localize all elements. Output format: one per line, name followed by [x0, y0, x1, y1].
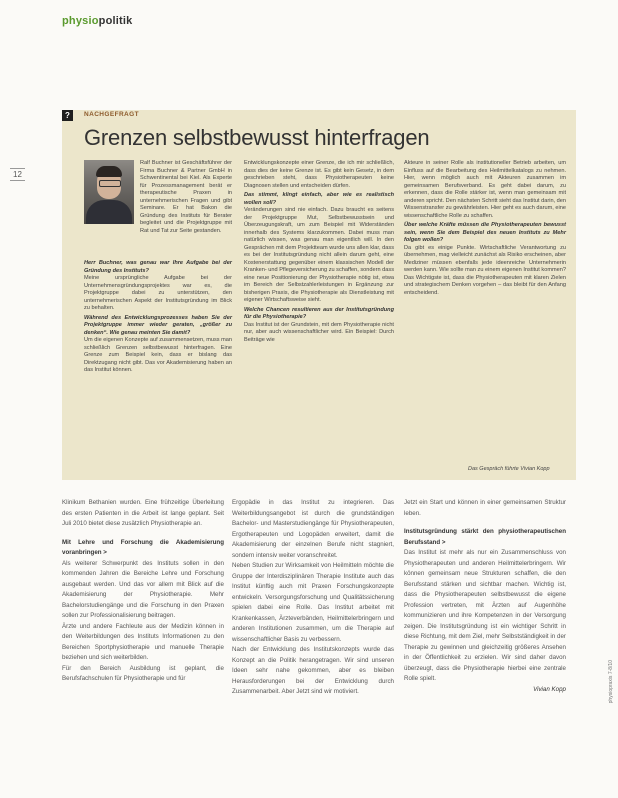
portrait-shoulders: [86, 200, 132, 224]
body-col1-p2: Als weiterer Schwerpunkt des Instituts sollen in den kommenden Jahren die Bereiche Lehre und Forschung ausgebaut werden. Und das vor allem mit Blick auf die Akademisierung der Physiotherapie. Mehr Bachelorstudiengänge und die Forschung in den Praxen sollen zur Professionalisierung beitragen.: [62, 559, 224, 619]
body-col1-p4: Für den Bereich Ausbildung ist geplant, die Berufsfachschulen für Physiotherapie und für: [62, 664, 224, 682]
body-col2-p3: Nach der Entwicklung des Institutskonzepts wurde das Konzept an die Politik herangetragen. Wir sind unseren Ideen sehr nahe gekommen, aber es bleiben Herausforderungen bei der Entwicklung durch Zusammenarbeit. Aber Jetzt sind wir motiviert.: [232, 646, 394, 695]
body-column-3: [404, 498, 566, 695]
box-headline: Grenzen selbstbewusst hinterfragen: [84, 125, 430, 150]
question-3: Das stimmt, klingt einfach, aber wie es realistisch wollen soll?: [244, 192, 394, 206]
body-column-2: [232, 498, 394, 698]
question-4: Welche Chancen resultieren aus der Institutsgründung für die Physiotherapie?: [244, 306, 394, 320]
body-col1-p1: Klinikum Bethanien wurden. Eine frühzeitige Überleitung des ersten Patienten in die Arbeit ist lange geplant. Seit Juli 2010 bietet diese zusätzlich Physiotherapie an.: [62, 499, 224, 527]
logo-suffix: politik: [98, 15, 133, 27]
answer-2-cont: Entwicklungskonzepte einer Grenze, die ich mir schließlich, dass dies der keine Grenze ist. Es gibt kein Gesetz, in dem geschrieben steht, dass Physiotherapeuten keine Diagnosen stellen und entscheiden dürfen.: [244, 160, 394, 189]
answer-4-cont: Akteure in seiner Rolle als institutioneller Betrieb arbeiten, um Einfluss auf die Bearbeitung des Heilmittelkatalogs zu nehmen. Hier, wenn möglich auch mit Akteuren zusammen im gemeinsamen Berufsverband. Es geht dabei darum, zu erkennen, dass die Rolle stärker ist, wenn man gemeinsam mit anderen spricht. Den nächsten Schritt sieht das Institut darin, den Wissenstransfer zu gewährleisten. Hier geht es auch darum, eine wissenschaftliche Rolle zu schaffen.: [404, 160, 567, 219]
body-col3-p1: Jetzt ein Start und können in einer gemeinsamen Struktur leben.: [404, 499, 566, 517]
body-subhead-2: Institutsgründung stärkt den physiotherapeutischen Berufsstand >: [404, 528, 566, 546]
question-2: Während des Entwicklungsprozesses haben Sie der Projektgruppe immer wieder geraten, „größer zu denken“. Wie genau meinten Sie damit?: [84, 314, 232, 336]
box-column-1: [84, 260, 232, 375]
section-logo: [62, 15, 132, 27]
side-running-text: physiopraxis 7-8/10: [608, 660, 614, 704]
answer-2: Um die eigenen Konzepte auf zusammensetzen, muss man schließlich Grenzen selbstbewusst hinterfragen. Eine Grenze zum Beispiel kein, dass er bislang das Direktzugang nicht gibt. Das vor Akademisierung haben an das Institut können.: [84, 337, 233, 373]
intro-text: Ralf Buchner ist Geschäftsführer der Firma Buchner & Partner GmbH in Schwentinental bei Kiel. Als Experte für Prozessmanagement berät er therapeutische Praxen in unternehmerischen Fragen und gibt Seminare. Er hat Bakon die Gründung des Instituts für Berater begleitet und die Projektgruppe mit Rat und Tat zur Seite gestanden.: [140, 160, 232, 234]
body-column-1: [62, 498, 224, 685]
box-column-3: [404, 160, 566, 297]
portrait-glasses: [99, 180, 121, 187]
interview-credit: Das Gespräch führte Vivian Kopp: [468, 466, 550, 472]
box-column-2: [244, 160, 394, 344]
question-5: Über welche Kräfte müssen die Physiotherapeuten bewusst sein, wenn Sie dem Beispiel des neuen Instituts zu Mehr folgen wollen?: [404, 222, 566, 243]
body-col1-p3: Ärzte und andere Fachleute aus der Medizin können in den Weiterbildungen des Instituts Informationen zu den Bereichen Sportphysiotherapie und manuelle Therapie beziehen und sich weiterbilden.: [62, 622, 224, 661]
answer-5: Da gibt es einige Punkte. Wirtschaftliche Verantwortung zu übernehmen, mag vielleicht zunächst als Risiko erscheinen, aber Mediziner müssen ebenfalls jede ideenreiche Unternehmerin werden kann. Wie sollte man zu einem eigenen Institut kommen? Das Wichtigste ist, dass die Physiotherapeuten mit klaren Zielen und strategischem Denken vorgehen – das bleibt für den Anfang entscheidend.: [404, 244, 566, 296]
answer-3: Veränderungen sind nie einfach. Dazu braucht es seitens der Projektgruppe Mut, Selbstbewusstsein und Überzeugungskraft, um zum Beispiel mit Widerständen innerhalb des Systems klarzukommen. Dabei muss man natürlich wissen, was genau man eigentlich will. In den Gesprächen mit dem Projektteam wurde uns allen klar, dass es bei der Institutsgründung nicht allein darum geht, eine Kostenerstattung gegenüber einem klassischen Modell der Kranken- und Pflegeversicherung zu schaffen, sondern dass eine neue Positionierung der Physiotherapie nötig ist, etwa im Bereich der Selbstzahlerleistungen in Ergänzung zur bisherigen Praxis, die Physiotherapie als Dienstleistung mit eigener Wirtschaftsweise sieht.: [244, 207, 394, 303]
page-number: 12: [10, 168, 25, 181]
intro-text-wrap: [140, 160, 232, 235]
author-signature: Vivian Kopp: [533, 685, 566, 693]
question-icon: ?: [62, 110, 73, 121]
body-col2-p2: Neben Studien zur Wirksamkeit von Heilmitteln möchte die Gruppe der Interdisziplinären Therapie Institute auch das Institut künftig auch mit Praxen Forschungskonzepte entwickeln. Versorgungsforschung und Qualitätssicherung spielen dabei eine Rolle. Das Institut arbeitet mit Krankenkassen, Ärzteverbänden, Heilmittelerbringern und anderen Institutionen zusammen, um die Therapie auf wissenschaftlicher Basis zu verbessern.: [232, 562, 394, 643]
question-1: Herr Buchner, was genau war Ihre Aufgabe bei der Gründung des Instituts?: [84, 260, 232, 274]
box-tag: NACHGEFRAGT: [84, 111, 139, 118]
answer-4: Das Institut ist der Grundstein, mit dem Physiotherapie nicht nur, aber auch wissenschaftlicher wird. Ein Beispiel: Durch Beiträge wie: [244, 321, 394, 343]
body-subhead-1: Mit Lehre und Forschung die Akademisierung voranbringen >: [62, 538, 224, 556]
body-col3-p2: Das Institut ist mehr als nur ein Zusammenschluss von Physiotherapeuten und anderen Heilmittelerbringern. Wir können gemeinsam neue Strukturen schaffen, die den Berufsstand stärken und sichtbar machen. Wichtig ist, dass die Physiotherapeuten selbstbewusst die eigene Profession vertreten, mit Ärzten auf Augenhöhe kommunizieren und ihre Kompetenzen in der Versorgung zeigen. Die Institutsgründung ist ein wichtiger Schritt in diese Richtung, mit dem Ziel, mehr Selbstständigkeit in der Therapie zu gewinnen und gleichzeitig größeres Ansehen in der Öffentlichkeit zu erzielen. Wir sind daher davon überzeugt, dass die Physiotherapie hierbei eine zentrale Rolle spielt.: [404, 549, 566, 682]
answer-1: Meine ursprüngliche Aufgabe bei der Unternehmensgründungsprojektes war es, die Projektgruppe dabei zu unterstützen, den unternehmerischen Aspekt der Institutsgründung im Blick zu behalten.: [84, 275, 232, 311]
portrait-photo: [84, 160, 134, 224]
portrait-hair: [96, 166, 122, 177]
body-col2-p1: Ergopädie in das Institut zu integrieren. Das Weiterbildungsangebot ist durch die grundständigen Bachelor- und Masterstudiengänge für Physiotherapeuten, Ergotherapeuten und Logopäden erweitert, damit die Akademisierung der einzelnen Berufe nicht stagniert, sondern intensiv weiter voranschreitet.: [232, 499, 394, 559]
logo-prefix: physio: [62, 15, 99, 27]
